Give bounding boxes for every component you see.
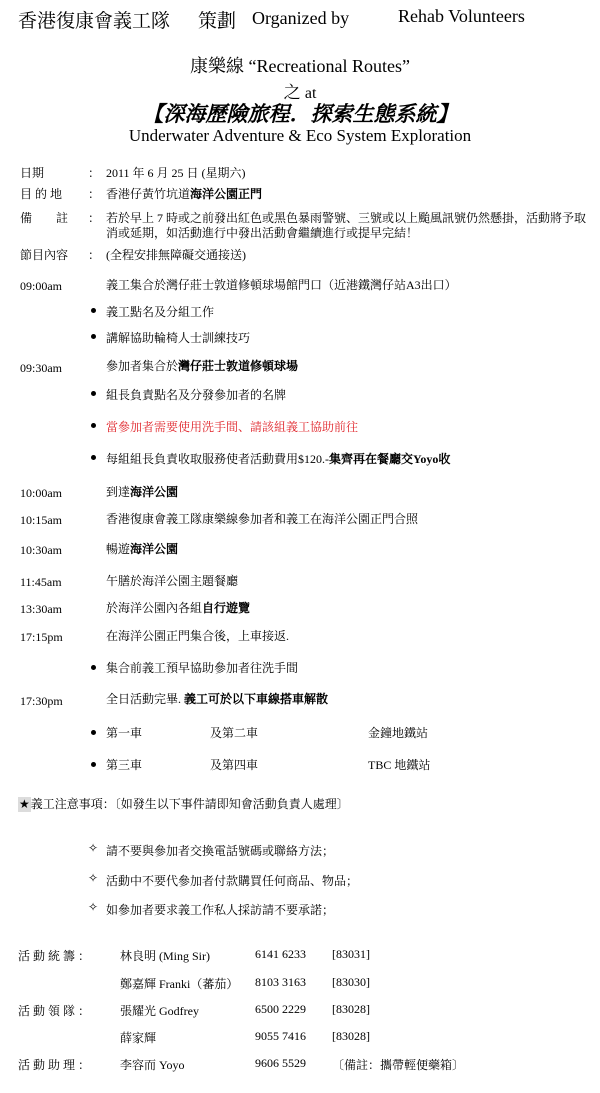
theme-title-en: Underwater Adventure & Eco System Exploration bbox=[128, 126, 472, 145]
item-fee-a: 每組組長負責收取服務使者活動費用$120.- bbox=[106, 452, 329, 466]
note-line-2: 消或延期，如活動進行中發出活動會繼續進行或提早完結！ bbox=[106, 226, 419, 240]
at-text: at bbox=[304, 85, 317, 102]
station-1: 金鐘地鐵站 bbox=[368, 726, 429, 740]
contact-code: [83030] bbox=[332, 975, 370, 989]
contact-phone: 8103 3163 bbox=[255, 975, 306, 989]
time-1145: 11:45am bbox=[20, 575, 62, 589]
star-icon: ★ bbox=[19, 797, 30, 811]
colon: ： bbox=[88, 166, 101, 180]
contact-name: 林良明 (Ming Sir) bbox=[120, 949, 211, 963]
sparkle-icon: ✧ bbox=[88, 841, 99, 855]
time-0930: 09:30am bbox=[20, 361, 62, 375]
bullet-icon bbox=[91, 455, 96, 460]
item-1000-a: 到達 bbox=[106, 485, 131, 499]
bullet-icon bbox=[91, 665, 96, 670]
item-1330-a: 於海洋公園內各組 bbox=[106, 601, 203, 615]
item-1000-b: 海洋公園 bbox=[130, 485, 179, 499]
routes-title bbox=[0, 52, 600, 78]
colon: ： bbox=[88, 211, 101, 225]
item-toilet-assist: 當參加者需要使用洗手間、請該組義工協助前往 bbox=[106, 420, 359, 434]
item-roll-call: 義工點名及分組工作 bbox=[106, 305, 215, 319]
contact-remark: 〔備註：攜帶輕便藥箱〕 bbox=[332, 1058, 465, 1072]
routes-en: “Recreational Routes” bbox=[248, 56, 410, 76]
date-value: 2011 年 6 月 25 日 (星期六) bbox=[106, 166, 246, 180]
note-1: 請不要與參加者交換電話號碼或聯絡方法； bbox=[106, 844, 335, 858]
role-coordinator: 活 動 統 籌 ： bbox=[18, 949, 91, 963]
notes-heading bbox=[18, 795, 349, 812]
item-0900: 義工集合於灣仔莊士敦道修頓球場館門口（近港鐵灣仔站A3出口） bbox=[106, 278, 457, 292]
time-0900: 09:00am bbox=[20, 279, 62, 293]
car-2: 及第二車 bbox=[210, 726, 259, 740]
item-1145: 午膳於海洋公園主題餐廳 bbox=[106, 574, 239, 588]
time-1030: 10:30am bbox=[20, 543, 62, 557]
item-1030-b: 海洋公園 bbox=[130, 542, 179, 556]
item-1030 bbox=[106, 540, 178, 557]
item-0930-b: 灣仔莊士敦道修頓球場 bbox=[178, 359, 299, 373]
bullet-icon bbox=[91, 308, 96, 313]
car-3: 第三車 bbox=[106, 758, 143, 772]
bullet-icon bbox=[91, 762, 96, 767]
role-leader: 活 動 領 隊 ： bbox=[18, 1004, 91, 1018]
org-name-cn: 香港復康會義工隊 bbox=[18, 11, 171, 32]
routes-cn: 康樂線 bbox=[190, 56, 245, 76]
contact-name: 李容而 Yoyo bbox=[120, 1058, 185, 1072]
time-1000: 10:00am bbox=[20, 486, 62, 500]
item-1030-a: 暢遊 bbox=[106, 542, 131, 556]
item-1000 bbox=[106, 483, 178, 500]
notes-title: 義工注意事項：〔如發生以下事件請即知會活動負責人處理〕 bbox=[30, 797, 349, 811]
item-1330 bbox=[106, 599, 250, 616]
item-1730-a: 全日活動完畢. bbox=[106, 692, 182, 706]
contact-code: [83031] bbox=[332, 947, 370, 961]
bullet-icon bbox=[91, 391, 96, 396]
role-assistant: 活 動 助 理 ： bbox=[18, 1058, 91, 1072]
car-1: 第一車 bbox=[106, 726, 143, 740]
contact-name: 薛家輝 bbox=[120, 1031, 157, 1045]
time-1715: 17:15pm bbox=[20, 630, 63, 644]
note-3: 如參加者要求義工作私人採訪請不要承諾； bbox=[106, 903, 335, 917]
bullet-icon bbox=[91, 730, 96, 735]
theme-title-cn: 【深海歷險旅程．探索生態系統】 bbox=[142, 102, 458, 126]
bullet-icon bbox=[91, 423, 96, 428]
contact-code: [83028] bbox=[332, 1029, 370, 1043]
program-value: (全程安排無障礙交通接送) bbox=[106, 248, 246, 262]
contact-phone: 6141 6233 bbox=[255, 947, 306, 961]
item-1330-b: 自行遊覽 bbox=[202, 601, 251, 615]
destination-value-a: 香港仔黃竹坑道 bbox=[106, 187, 191, 201]
contact-phone: 6500 2229 bbox=[255, 1002, 306, 1016]
item-1015: 香港復康會義工隊康樂線參加者和義工在海洋公園正門合照 bbox=[106, 512, 419, 526]
date-label: 日期 bbox=[20, 166, 45, 180]
destination-label: 目 的 地 bbox=[20, 187, 63, 201]
contact-phone: 9606 5529 bbox=[255, 1056, 306, 1070]
item-name-tags: 組長負責點名及分發參加者的名牌 bbox=[106, 388, 287, 402]
item-fee-collection bbox=[106, 450, 450, 467]
contact-name: 張耀光 Godfrey bbox=[120, 1004, 199, 1018]
sparkle-icon: ✧ bbox=[88, 871, 99, 885]
item-0930 bbox=[106, 357, 298, 374]
org-name-en: Rehab Volunteers bbox=[398, 6, 525, 26]
item-wheelchair-training: 講解協助輪椅人士訓練技巧 bbox=[106, 331, 251, 345]
note-label: 備 註 bbox=[20, 211, 69, 225]
colon: ： bbox=[88, 248, 101, 262]
zhi-text: 之 bbox=[283, 83, 301, 102]
item-1730 bbox=[106, 690, 328, 707]
contact-name: 鄭嘉輝 Franki（蕃茄） bbox=[120, 977, 239, 991]
colon: ： bbox=[88, 187, 101, 201]
item-1715: 在海洋公園正門集合後，上車接返. bbox=[106, 629, 290, 643]
item-0930-a: 參加者集合於 bbox=[106, 359, 179, 373]
contact-code: [83028] bbox=[332, 1002, 370, 1016]
bullet-icon bbox=[91, 334, 96, 339]
time-1730: 17:30pm bbox=[20, 694, 63, 708]
sparkle-icon: ✧ bbox=[88, 900, 99, 914]
note-line-1: 若於早上 7 時或之前發出紅色或黑色暴雨警號、三號或以上颱風訊號仍然懸掛，活動將予取 bbox=[106, 211, 587, 225]
destination-value-b: 海洋公園正門 bbox=[190, 187, 263, 201]
organized-label-en: Organized by bbox=[252, 8, 350, 28]
item-toilet-before-gather: 集合前義工預早協助參加者往洗手間 bbox=[106, 661, 299, 675]
contact-phone: 9055 7416 bbox=[255, 1029, 306, 1043]
station-2: TBC 地鐵站 bbox=[368, 758, 431, 772]
organized-label-cn: 策劃 bbox=[198, 11, 237, 32]
program-label: 節目內容 bbox=[20, 248, 69, 262]
car-4: 及第四車 bbox=[210, 758, 259, 772]
note-2: 活動中不要代參加者付款購買任何商品、物品； bbox=[106, 874, 359, 888]
time-1330: 13:30am bbox=[20, 602, 62, 616]
item-1730-b: 義工可於以下車線搭車解散 bbox=[184, 692, 329, 706]
time-1015: 10:15am bbox=[20, 513, 62, 527]
destination-value bbox=[106, 185, 262, 202]
item-fee-b: 集齊再在餐廳交Yoyo收 bbox=[329, 452, 451, 466]
